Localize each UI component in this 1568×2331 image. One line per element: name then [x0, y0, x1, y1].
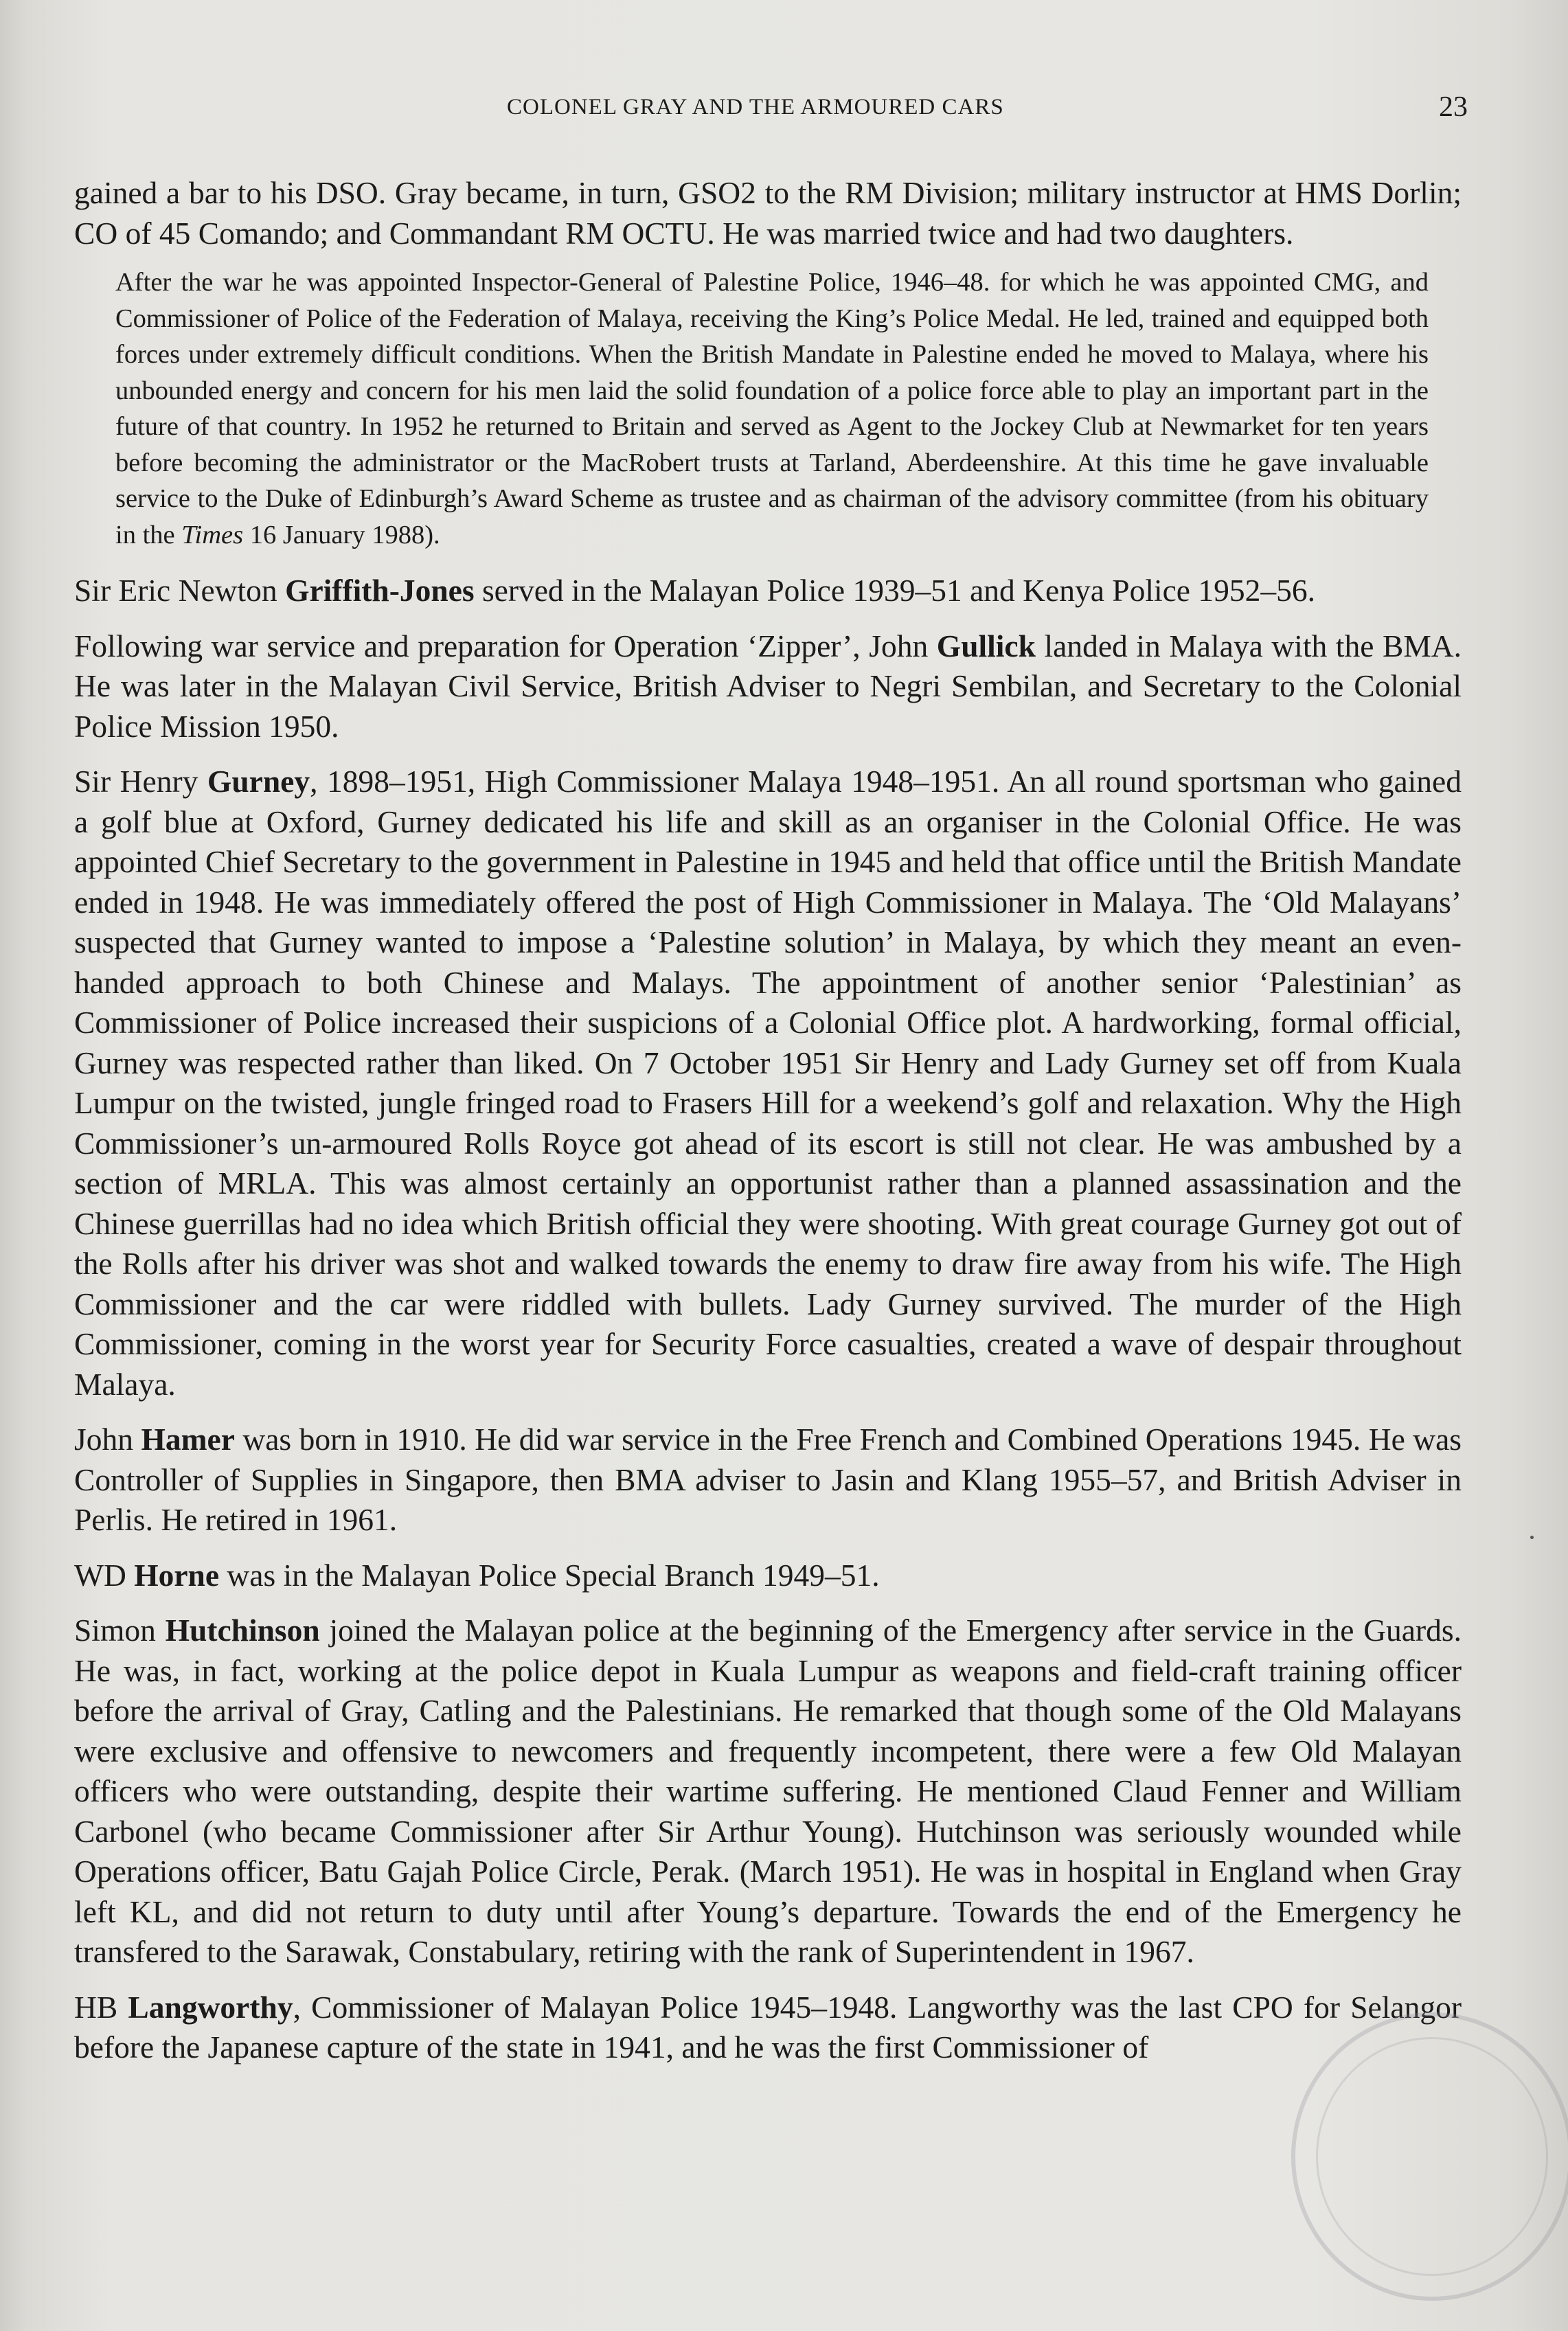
running-title: COLONEL GRAY AND THE ARMOURED CARS: [507, 95, 1004, 120]
entry-surname: Langworthy: [128, 1989, 293, 2025]
entry-surname: Hamer: [141, 1422, 235, 1457]
paragraph-text: gained a bar to his DSO. Gray became, in turn, GSO2 to the RM Division; military instructor at HMS Dorlin; CO of 45 Comando; and Commandant RM OCTU. He was married twice and had two daughters.: [74, 175, 1462, 251]
entry-surname: Horne: [134, 1557, 220, 1593]
obituary-quote: [115, 264, 1429, 553]
entry-text: , Commissioner of Malayan Police 1945–1948. Langworthy was the last CPO for Selangor before the Japanese capture of the state in 1941, and he was the first Commissioner of: [74, 1989, 1462, 2065]
entry-surname: Gullick: [936, 628, 1036, 663]
entry-griffith-jones: [74, 571, 1462, 611]
newspaper-title: Times: [181, 520, 244, 549]
entry-surname: Hutchinson: [165, 1613, 320, 1648]
entry-horne: [74, 1556, 1462, 1596]
entry-text: was born in 1910. He did war service in the Free French and Combined Operations 1945. He was Controller of Supplies in Singapore, then BMA adviser to Jasin and Klang 1955–57, and British Adviser in Perlis. He retired in 1961.: [74, 1422, 1462, 1537]
entry-text: served in the Malayan Police 1939–51 and Kenya Police 1952–56.: [481, 573, 1315, 608]
entry-hamer: [74, 1420, 1462, 1540]
entry-lead: Following war service and preparation for Operation ‘Zipper’, John: [74, 628, 929, 663]
entry-lead: WD: [74, 1557, 126, 1593]
stamp-inner-ring: [1316, 2037, 1548, 2276]
entry-lead: Sir Henry: [74, 764, 198, 799]
entry-surname: Gurney: [207, 764, 310, 799]
library-stamp-watermark: [1291, 2012, 1568, 2301]
running-header: [0, 91, 1568, 136]
entry-lead: Sir Eric Newton: [74, 573, 277, 608]
page-number: 23: [1439, 91, 1468, 123]
entry-surname: Griffith-Jones: [285, 573, 475, 608]
body-text: [74, 173, 1462, 2083]
paragraph-gray-continued: [74, 173, 1462, 253]
entry-text: landed in Malaya with the BMA. He was later in the Malayan Civil Service, British Adviser to Negri Sembilan, and Secretary to the Colonial Police Mission 1950.: [74, 628, 1462, 744]
entry-gullick: [74, 626, 1462, 747]
entry-lead: Simon: [74, 1613, 156, 1648]
entry-langworthy: [74, 1988, 1462, 2068]
entry-text: joined the Malayan police at the beginning of the Emergency after service in the Guards. He was, in fact, working at the police depot in Kuala Lumpur as weapons and field-craft training officer before the arrival of Gray, Catling and the Palestinians. He remarked that though some of the Old Malayans were exclusive and offensive to newcomers and frequently incompetent, there were a few Old Malayan officers who were outstanding, despite their wartime suffering. He mentioned Claud Fenner and William Carbonel (who became Commissioner after Sir Arthur Young). Hutchinson was seriously wounded while Operations officer, Batu Gajah Police Circle, Perak. (March 1951). He was in hospital in England when Gray left KL, and did not return to duty until after Young’s departure. Towards the end of the Emergency he transfered to the Sarawak, Constabulary, retiring with the rank of Superintendent in 1967.: [74, 1613, 1462, 1969]
entry-hutchinson: [74, 1611, 1462, 1972]
entry-text: was in the Malayan Police Special Branch 1949–51.: [227, 1557, 880, 1593]
scan-speck: [1530, 1536, 1534, 1539]
entry-gurney: [74, 762, 1462, 1405]
quote-text: After the war he was appointed Inspector-General of Palestine Police, 1946–48. for which he was appointed CMG, and Commissioner of Police of the Federation of Malaya, receiving the King’s Police Medal. He led, trained and equipped both forces under extremely difficult conditions. When the British Mandate in Palestine ended he moved to Malaya, where his unbounded energy and concern for his men laid the solid foundation of a police force able to play an important part in the future of that country. In 1952 he returned to Britain and served as Agent to the Jockey Club at Newmarket for ten years before becoming the administrator or the MacRobert trusts at Tarland, Aberdeenshire. At this time he gave invaluable service to the Duke of Edinburgh’s Award Scheme as trustee and as chairman of the advisory committee (from his obituary in the: [115, 268, 1429, 549]
entry-lead: HB: [74, 1989, 118, 2025]
entry-lead: John: [74, 1422, 133, 1457]
entry-text: , 1898–1951, High Commissioner Malaya 1948–1951. An all round sportsman who gained a golf blue at Oxford, Gurney dedicated his life and skill as an organiser in the Colonial Office. He was appointed Chief Secretary to the government in Palestine in 1945 and held that office until the British Mandate ended in 1948. He was immediately offered the post of High Commissioner in Malaya. The ‘Old Malayans’ suspected that Gurney wanted to impose a ‘Palestine solution’ in Malaya, by which they meant an even-handed approach to both Chinese and Malays. The appointment of another senior ‘Palestinian’ as Commissioner of Police increased their suspicions of a Colonial Office plot. A hardworking, formal official, Gurney was respected rather than liked. On 7 October 1951 Sir Henry and Lady Gurney set off from Kuala Lumpur on the twisted, jungle fringed road to Frasers Hill for a weekend’s golf and relaxation. Why the High Commissioner’s un-armoured Rolls Royce got ahead of its escort is still not clear. He was ambushed by a section of MRLA. This was almost certainly an opportunist rather than a planned assassination and the Chinese guerrillas had no idea which British official they were shooting. With great courage Gurney got out of the Rolls after his driver was shot and walked towards the enemy to draw fire away from his wife. The High Commissioner and the car were riddled with bullets. Lady Gurney survived. The murder of the High Commissioner, coming in the worst year for Security Force casualties, created a wave of despair throughout Malaya.: [74, 764, 1462, 1402]
quote-date: 16 January 1988).: [249, 520, 440, 549]
